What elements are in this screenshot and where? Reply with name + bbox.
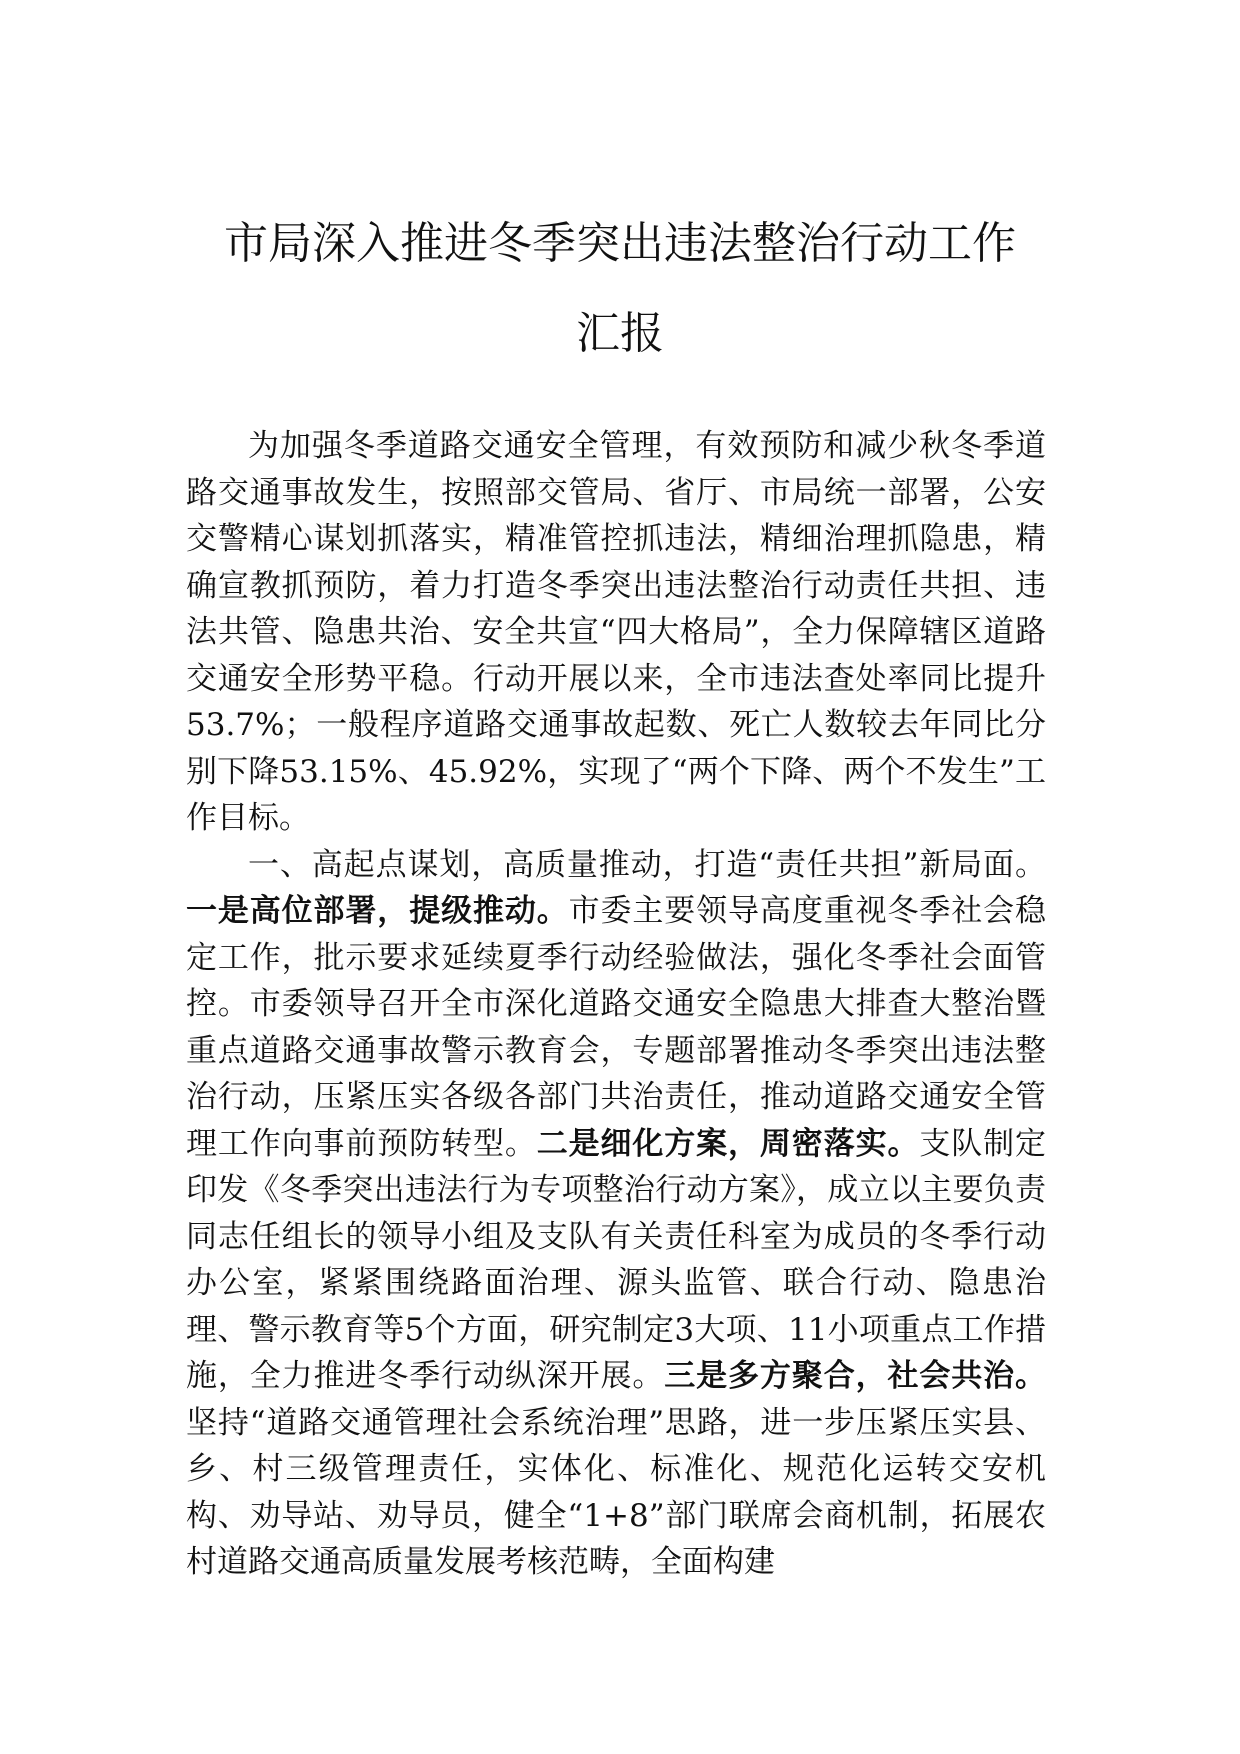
point1-title: 一是高位部署，提级推动。 [186, 893, 569, 929]
intro-paragraph: 为加强冬季道路交通安全管理，有效预防和减少秋冬季道路交通事故发生，按照部交管局、省厅、市局统一部署，公安交警精心谋划抓落实，精准管控抓违法，精细治理抓隐患，精确宣教抓预防，着力打造冬季突出违法整治行动责任共担、违法共管、隐患共治、安全共宣“四大格局”，全力保障辖区道路交通安全形势平稳。行动开展以来，全市违法查处率同比提升53.7%；一般程序道路交通事故起数、死亡人数较去年同比分别下降53.15%、45.92%，实现了“两个下降、两个不发生”工作目标。 [186, 428, 1046, 836]
point1-text: 市委主要领导高度重视冬季社会稳定工作，批示要求延续夏季行动经验做法，强化冬季社会面管控。市委领导召开全市深化道路交通安全隐患大排查大整治暨重点道路交通事故警示教育会，专题部署推动冬季突出违法整治行动，压紧压实各级各部门共治责任，推动道路交通安全管理工作向事前预防转型。 [186, 893, 1047, 1162]
document-body [186, 423, 1046, 1586]
document-title-line2: 汇报 [576, 308, 664, 359]
section1-paragraph [186, 842, 1046, 1586]
point2-text: 支队制定印发《冬季突出违法行为专项整治行动方案》，成立以主要负责同志任组长的领导小组及支队有关责任科室为成员的冬季行动办公室，紧紧围绕路面治理、源头监管、联合行动、隐患治理、警示教育等5个方面，研究制定3大项、11小项重点工作措施，全力推进冬季行动纵深开展。 [186, 1125, 1047, 1394]
section1-heading: 一、高起点谋划，高质量推动，打造“责任共担”新局面。 [248, 846, 1046, 883]
point2-title: 二是细化方案，周密落实。 [536, 1125, 920, 1162]
point3-text: 坚持“道路交通管理社会系统治理”思路，进一步压紧压实县、乡、村三级管理责任，实体化、标准化、规范化运转交安机构、劝导站、劝导员，健全“1+8”部门联席会商机制，拓展农村道路交通高质量发展考核范畴，全面构建 [186, 1404, 1046, 1580]
document-title-line1: 市局深入推进冬季突出违法整治行动工作 [224, 218, 1016, 269]
point3-title: 三是多方聚合，社会共治。 [664, 1358, 1047, 1394]
